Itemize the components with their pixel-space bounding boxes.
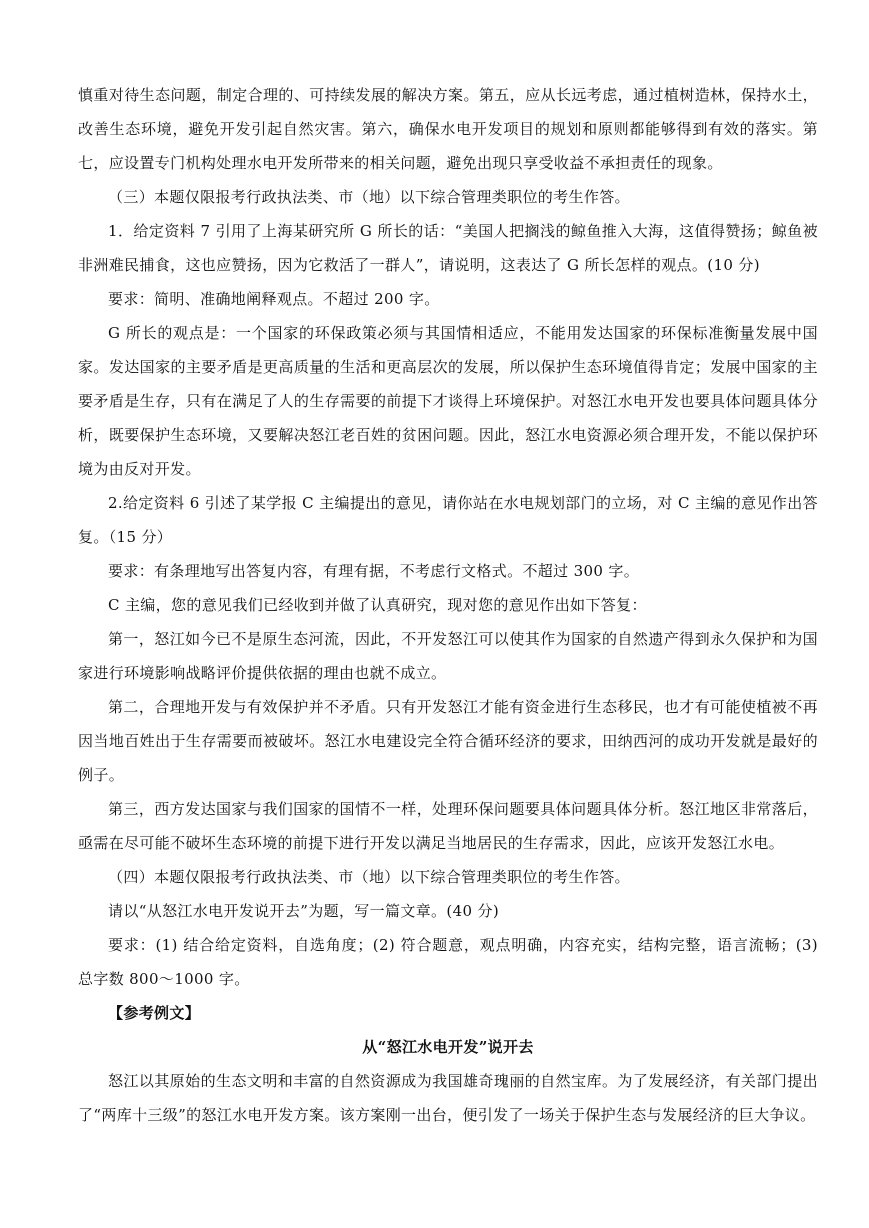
question-1: 1．给定资料 7 引用了上海某研究所 G 所长的话：“美国人把搁浅的鲸鱼推入大海，这值得赞扬；鲸鱼被非洲难民捕食，这也应赞扬，因为它救活了一群人”，请说明，这表达了 G 所长怎样的观点。(10 分) <box>78 222 818 274</box>
question-1-answer: G 所长的观点是：一个国家的环保政策必须与其国情相适应，不能用发达国家的环保标准衡量发展中国家。发达国家的主要矛盾是更高质量的生活和更高层次的发展，所以保护生态环境值得肯定；发展中国家的主要矛盾是生存，只有在满足了人的生存需要的前提下才谈得上环境保护。对怒江水电开发也要具体问题具体分析，既要保护生态环境，又要解决怒江老百姓的贫困问题。因此，怒江水电资源必须合理开发，不能以保护环境为由反对开发。 <box>78 324 818 478</box>
section-4-instruction: （四）本题仅限报考行政执法类、市（地）以下综合管理类职位的考生作答。 <box>108 868 630 886</box>
question-1-requirement: 要求：简明、准确地阐释观点。不超过 200 字。 <box>108 290 440 308</box>
reference-label: 【参考例文】 <box>108 1004 201 1022</box>
essay-prompt: 请以“从怒江水电开发说开去”为题，写一篇文章。(40 分) <box>108 902 500 920</box>
question-2-answer-point-3: 第三，西方发达国家与我们国家的国情不一样，处理环保问题要具体问题具体分析。怒江地区非常落后，亟需在尽可能不破坏生态环境的前提下进行开发以满足当地居民的生存需求，因此，应该开发怒江水电。 <box>78 800 818 852</box>
question-2: 2.给定资料 6 引述了某学报 C 主编提出的意见，请你站在水电规划部门的立场，对 C 主编的意见作出答复。（15 分） <box>78 494 818 546</box>
paragraph-continuation: 慎重对待生态问题，制定合理的、可持续发展的解决方案。第五，应从长远考虑，通过植树造林，保持水土，改善生态环境，避免开发引起自然灾害。第六，确保水电开发项目的规划和原则都能够得到有效的落实。第七，应设置专门机构处理水电开发所带来的相关问题，避免出现只享受收益不承担责任的现象。 <box>78 86 818 172</box>
essay-requirement: 要求：(1) 结合给定资料，自选角度；(2) 符合题意，观点明确，内容充实，结构完整，语言流畅；(3) 总字数 800～1000 字。 <box>78 936 818 988</box>
question-2-answer-point-1: 第一，怒江如今已不是原生态河流，因此，不开发怒江可以使其作为国家的自然遗产得到永久保护和为国家进行环境影响战略评价提供依据的理由也就不成立。 <box>78 630 818 682</box>
section-3-instruction: （三）本题仅限报考行政执法类、市（地）以下综合管理类职位的考生作答。 <box>108 188 630 206</box>
essay-paragraph: 怒江以其原始的生态文明和丰富的自然资源成为我国雄奇瑰丽的自然宝库。为了发展经济，有关部门提出了“两库十三级”的怒江水电开发方案。该方案刚一出台，便引发了一场关于保护生态与发展经济的巨大争议。 <box>78 1072 818 1124</box>
question-2-answer-point-2: 第二，合理地开发与有效保护并不矛盾。只有开发怒江才能有资金进行生态移民，也才有可能使植被不再因当地百姓出于生存需要而被破坏。怒江水电建设完全符合循环经济的要求，田纳西河的成功开发就是最好的例子。 <box>78 698 818 784</box>
essay-title: 从“怒江水电开发”说开去 <box>362 1038 534 1056</box>
question-2-answer-intro: C 主编，您的意见我们已经收到并做了认真研究，现对您的意见作出如下答复： <box>108 596 647 614</box>
document-page <box>78 78 818 1132</box>
question-2-requirement: 要求：有条理地写出答复内容，有理有据，不考虑行文格式。不超过 300 字。 <box>108 562 640 580</box>
